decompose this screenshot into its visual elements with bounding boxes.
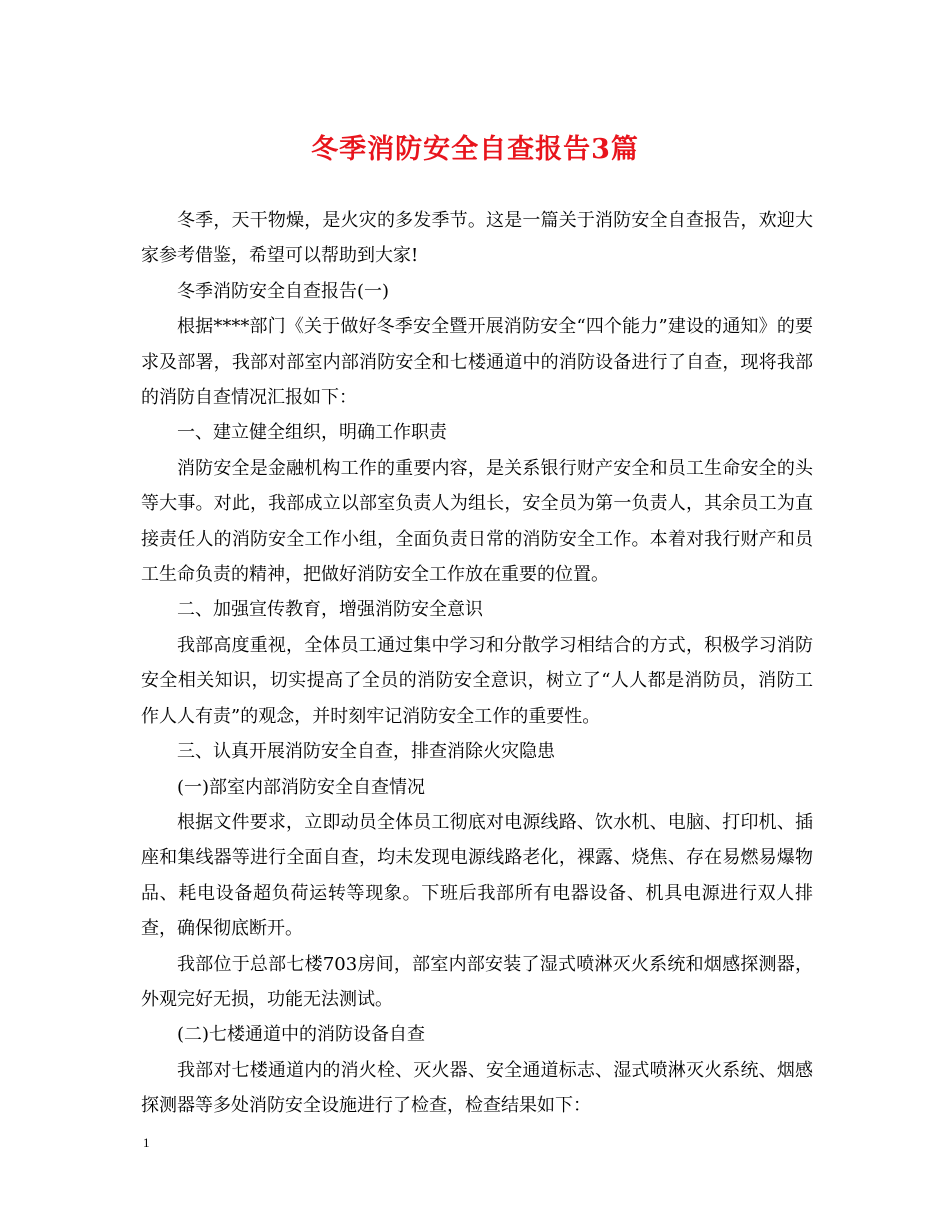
paragraph-intro: 冬季，天干物燥，是火灾的多发季节。这是一篇关于消防安全自查报告，欢迎大家参考借鉴，希望可以帮助到大家! [141, 210, 813, 267]
document-body [141, 203, 813, 1124]
paragraph-organization: 消防安全是金融机构工作的重要内容，是关系银行财产安全和员工生命安全的头等大事。对此，我部成立以部室负责人为组长，安全员为第一负责人，其余员工为直接责任人的消防安全工作小组，全面负责日常的消防安全工作。本着对我行财产和员工生命负责的精神，把做好消防安全工作放在重要的位置。 [141, 457, 813, 586]
page-number: 1 [143, 1135, 150, 1150]
subsection-heading-1: (一)部室内部消防安全自查情况 [177, 776, 426, 798]
paragraph-corridor: 我部对七楼通道内的消火栓、灭火器、安全通道标志、湿式喷淋灭火系统、烟感探测器等多处消防安全设施进行了检查，检查结果如下： [141, 1059, 813, 1117]
document-title: 冬季消防安全自查报告3篇 [311, 134, 639, 165]
paragraph-basis: 根据****部门《关于做好冬季安全暨开展消防安全“四个能力”建设的通知》的要求及部署，我部对部室内部消防安全和七楼通道中的消防设备进行了自查，现将我部的消防自查情况汇报如下： [141, 316, 813, 409]
section-heading-3: 三、认真开展消防安全自查，排查消除火灾隐患 [177, 741, 555, 763]
section-heading-report-1: 冬季消防安全自查报告(一) [177, 280, 390, 302]
paragraph-education: 我部高度重视，全体员工通过集中学习和分散学习相结合的方式，积极学习消防安全相关知识，切实提高了全员的消防安全意识，树立了“人人都是消防员，消防工作人人有责”的观念，并时刻牢记消防安全工作的重要性。 [141, 634, 813, 727]
paragraph-room: 我部位于总部七楼703房间，部室内部安装了湿式喷淋灭火系统和烟感探测器，外观完好无损，功能无法测试。 [141, 953, 813, 1010]
paragraph-inspection: 根据文件要求，立即动员全体员工彻底对电源线路、饮水机、电脑、打印机、插座和集线器等进行全面自查，均未发现电源线路老化，裸露、烧焦、存在易燃易爆物品、耗电设备超负荷运转等现象。下班后我部所有电器设备、机具电源进行双人排查，确保彻底断开。 [141, 811, 813, 940]
section-heading-1: 一、建立健全组织，明确工作职责 [177, 422, 447, 444]
section-heading-2: 二、加强宣传教育，增强消防安全意识 [177, 599, 483, 621]
subsection-heading-2: (二)七楼通道中的消防设备自查 [177, 1024, 426, 1046]
